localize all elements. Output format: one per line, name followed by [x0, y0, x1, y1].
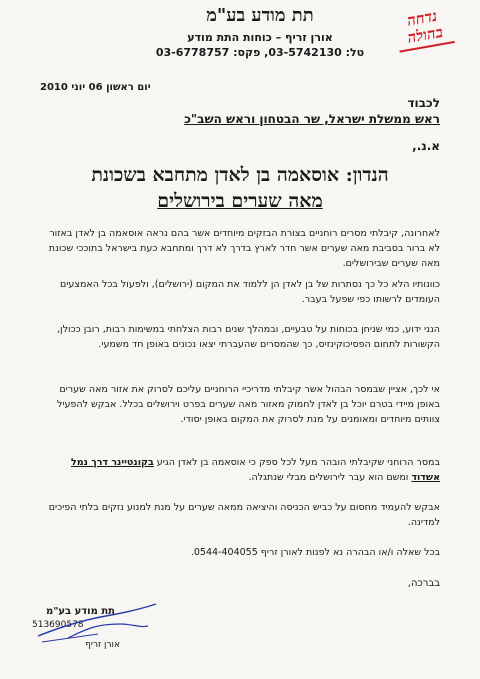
signature-stamp-number: 513690578 — [32, 620, 84, 630]
paragraph-1: לאחרונה, קיבלתי מסרים רוחניים בצורת הבזקים מיוחדים אשר בהם נראה אוסאמה בן לאדן באזור לא ברור בסביבת מאה שערים אשר חדר לארץ בדרך לא דרך ומתחבא כעת בישראל בתוככי שכונת מאה שערים שבירושלים. — [48, 228, 440, 269]
subject-line-2 — [30, 190, 450, 213]
recipient-name-text: ראש ממשלת ישראל, שר הבטחון וראש השב"כ — [184, 112, 440, 126]
paragraph-5-suffix: ומשם הוא עבר לירושלים מבלי שנתגלה. — [248, 472, 409, 483]
paragraph-2: כוונותיו הלא כל כך נסתרות של בן לאדן הן ללמוד את המקום (ירושלים), ולפעול בכל האמצעים העומדים לרשותו כפי שפעל בעבר. — [59, 279, 440, 305]
stamp-line-1: נדחה — [405, 6, 439, 30]
paragraph-5-prefix: במסר הרוחני שקיבלתי הובהר מעל לכל ספק כי אוסאמה בן לאדן הגיע — [156, 457, 440, 468]
subject-line-1: הנדון: אוסאמה בן לאדן מתחבא בשכונת — [91, 164, 389, 186]
greeting: א.נ., — [412, 139, 440, 153]
recipient-name — [184, 112, 440, 126]
subject-line-2-text: מאה שערים בירושלים — [157, 190, 323, 212]
letter-date: יום ראשון 06 יוני 2010 — [40, 82, 151, 93]
stamp-line-2: בהולה — [396, 22, 455, 52]
handwritten-signature — [28, 598, 168, 648]
closing: בברכה, — [407, 578, 440, 589]
org-name: תת מודע בע"מ — [206, 5, 314, 26]
paragraph-5 — [40, 455, 440, 485]
paragraph-4: אי לכך, אציין שבמסר הבהול אשר קיבלתי מדריכיי הרוחניים עליכם לסרוק את אזור מאה שערים באופן מיידי בטרם יוכל בן לאדן לחמוק מאזור מאה שערים בפרט וירושלים בכלל. אבקש להפעיל צוותים מיוחדים ומאומנים על מנת לסרוק את המקום באופן יסודי. — [56, 384, 440, 425]
org-contact: טל: 03-5742130, פקס: 03-6778757 — [155, 46, 365, 59]
signature-stamp-org: תת מודע בע"מ — [45, 606, 115, 617]
paragraph-7: בכל שאלה ו/או הבהרה נא לפנות לאורן זריף 0544-404055. — [190, 547, 440, 558]
paragraph-6: אבקש להעמיד מחסום על כביש הכניסה והיציאה ממאה שערים על מנת למנוע נזקים בלתי הפיכים למדינה. — [48, 502, 440, 528]
recipient-label: לכבוד — [407, 96, 440, 110]
signature-name: אורן זריף — [85, 640, 120, 650]
org-subtitle: אורן זריף – כוחות התת מודע — [187, 31, 333, 44]
paragraph-5-emphasis: בקונטיינר דרך נמל אשדוד — [70, 457, 440, 483]
paragraph-3: הנני ידוע, כמי שניחן בכוחות על טבעיים, ובמהלך שנים רבות הצלחתי במשימות רבות, רובן ככולן, הקשורות לתחום הפסיכוקינזיס, כך שהמסרים שהעברתי יצאו נכונים באופן חד משמעי. — [57, 324, 440, 350]
